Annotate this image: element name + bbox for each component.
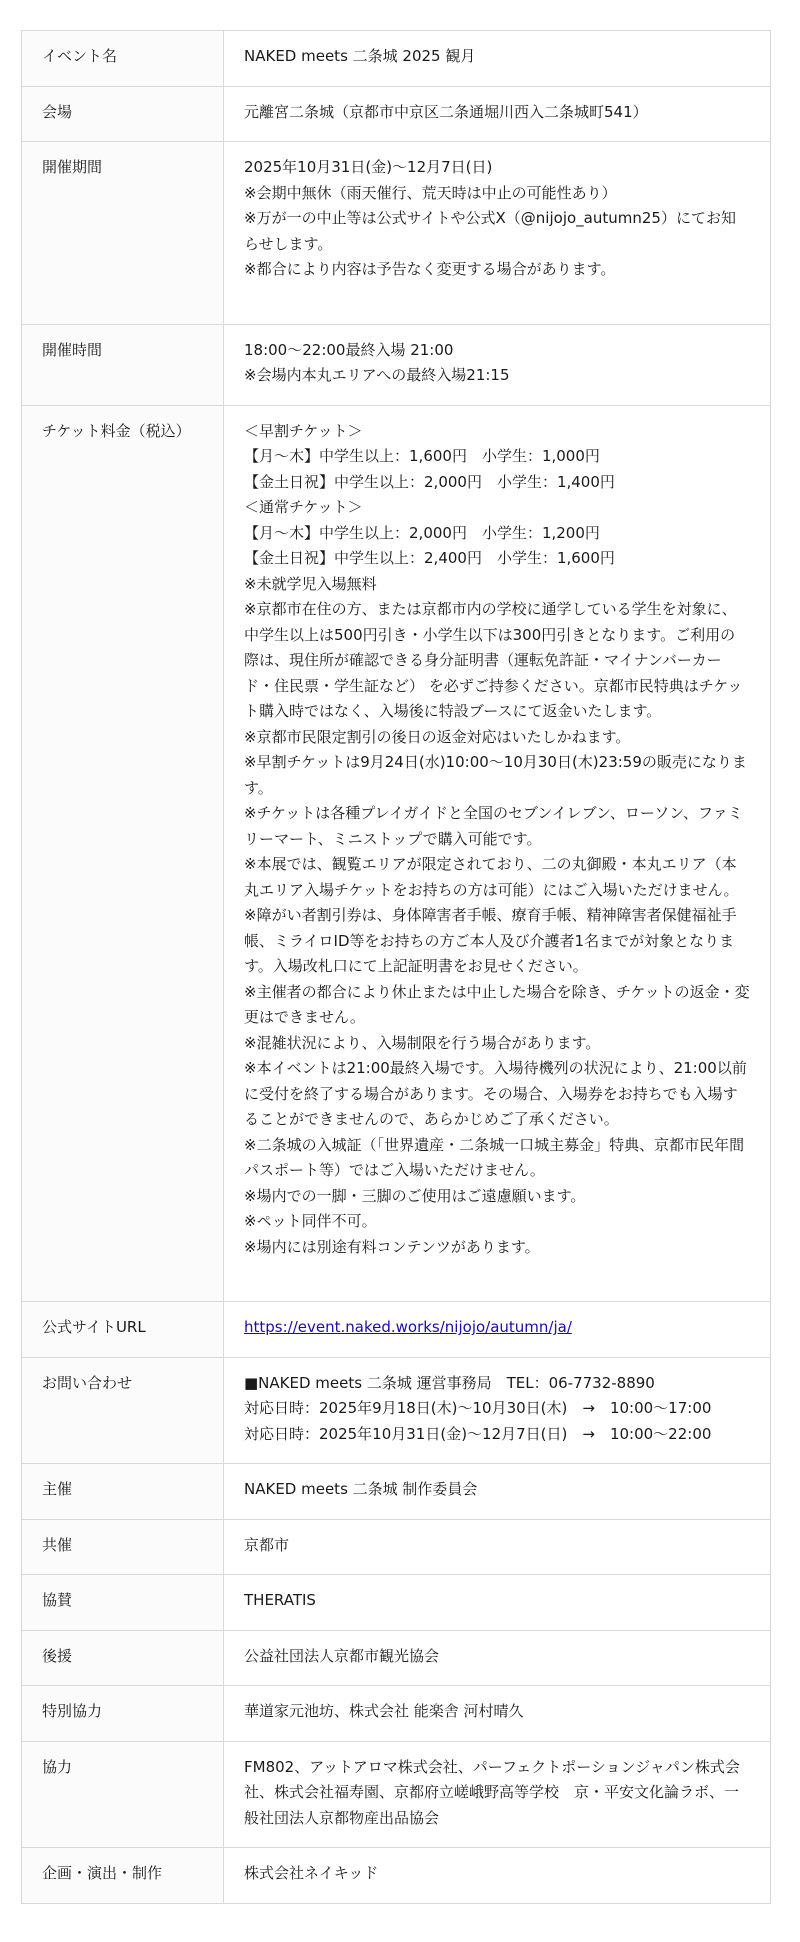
row-co-host [22,1519,771,1575]
cooperation-text: FM802、アットアロマ株式会社、パーフェクトポーションジャパン株式会社、株式会社福寿園、京都府立嵯峨野高等学校 京・平安文化論ラボ、一般社団法人京都物産出品協会 [244,1757,740,1827]
value-special-cooperation [224,1686,771,1742]
official-site-link[interactable]: https://event.naked.works/nijojo/autumn/ja/ [244,1318,572,1336]
contact-line: 対応日時：2025年9月18日(木)～10月30日(木) → 10:00～17:00 [244,1399,712,1417]
contact-line: ■NAKED meets 二条城 運営事務局 TEL：06-7732-8890 [244,1373,655,1392]
event-name-text: NAKED meets 二条城 2025 観月 [244,47,476,65]
label-contact: お問い合わせ [22,1357,224,1464]
row-production [22,1848,771,1904]
label-event-name: イベント名 [22,31,224,87]
ticket-line: ＜通常チケット＞ [244,498,363,516]
value-tickets [224,405,771,1302]
organizer-text: NAKED meets 二条城 制作委員会 [244,1480,478,1498]
value-co-host [224,1519,771,1575]
ticket-note: ※混雑状況により、入場制限を行う場合があります。 [244,1033,601,1052]
sponsor-text: THERATIS [244,1591,316,1609]
ticket-note: ※障がい者割引券は、身体障害者手帳、療育手帳、精神障害者保健福祉手帳、ミライロID等をお持ちの方ご本人及び介護者1名までが対象となります。入場改札口にて上記証明書をお見せください。 [244,906,737,975]
label-cooperation: 協力 [22,1741,224,1848]
label-tickets: チケット料金（税込） [22,405,224,1302]
hours-line: 18:00～22:00最終入場 21:00 [244,340,454,359]
row-period [22,142,771,325]
contact-line: 対応日時：2025年10月31日(金)～12月7日(日) → 10:00～22:00 [244,1424,712,1443]
value-venue [224,86,771,142]
period-line: ※万が一の中止等は公式サイトや公式X（@nijojo_autumn25）にてお知らせします。 [244,209,736,253]
label-hours: 開催時間 [22,324,224,405]
row-url [22,1302,771,1358]
row-event-name [22,31,771,87]
ticket-note: ※本展では、観覧エリアが限定されており、二の丸御殿・本丸エリア（本丸エリア入場チケットをお持ちの方は可能）にはご入場いただけません。 [244,855,739,899]
value-sponsor [224,1575,771,1631]
value-organizer [224,1464,771,1520]
value-url [224,1302,771,1358]
ticket-note: ※未就学児入場無料 [244,574,377,593]
ticket-note: ※京都市民限定割引の後日の返金対応はいたしかねます。 [244,727,631,746]
ticket-line: 【月～木】中学生以上：1,600円 小学生：1,000円 [244,447,600,465]
ticket-note: ※チケットは各種プレイガイドと全国のセブンイレブン、ローソン、ファミリーマート、ミニストップで購入可能です。 [244,804,743,848]
label-period: 開催期間 [22,142,224,325]
ticket-note: ※本イベントは21:00最終入場です。入場待機列の状況により、21:00以前に受付を終了する場合があります。その場合、入場券をお持ちでも入場することができませんので、あらかじめご了承ください。 [244,1059,747,1128]
production-text: 株式会社ネイキッド [244,1864,379,1882]
row-cooperation [22,1741,771,1848]
ticket-line: 【金土日祝】中学生以上：2,400円 小学生：1,600円 [244,549,615,567]
row-hours [22,324,771,405]
value-support [224,1630,771,1686]
special-cooperation-text: 華道家元池坊、株式会社 能楽舎 河村晴久 [244,1702,524,1720]
label-production: 企画・演出・制作 [22,1848,224,1904]
label-support: 後援 [22,1630,224,1686]
row-tickets [22,405,771,1302]
row-venue [22,86,771,142]
ticket-line: 【金土日祝】中学生以上：2,000円 小学生：1,400円 [244,472,615,491]
ticket-note: ※早割チケットは9月24日(水)10:00～10月30日(木)23:59の販売になります。 [244,753,747,797]
value-hours [224,324,771,405]
value-cooperation [224,1741,771,1848]
value-period [224,142,771,325]
row-support [22,1630,771,1686]
co-host-text: 京都市 [244,1535,290,1554]
ticket-line: ＜早割チケット＞ [244,421,363,440]
row-sponsor [22,1575,771,1631]
row-organizer [22,1464,771,1520]
period-line: ※会期中無休（雨天催行、荒天時は中止の可能性あり） [244,183,617,202]
ticket-note: ※ペット同伴不可。 [244,1212,377,1230]
ticket-note: ※主催者の都合により休止または中止した場合を除き、チケットの返金・変更はできません。 [244,982,750,1026]
venue-text: 元離宮二条城（京都市中京区二条通堀川西入二条城町541） [244,102,648,121]
event-info-table [21,30,771,1904]
row-contact [22,1357,771,1464]
hours-line: ※会場内本丸エリアへの最終入場21:15 [244,366,510,384]
value-contact [224,1357,771,1464]
label-sponsor: 協賛 [22,1575,224,1631]
ticket-note: ※京都市在住の方、または京都市内の学校に通学している学生を対象に、中学生以上は500円引き・小学生以下は300円引きとなります。ご利用の際は、現住所が確認できる身分証明書（運転免許証・マイナンバーカード・住民票・学生証など） を必ずご持参ください。京都市民特典はチケット購入時ではなく、入場後に特設ブースにて返金いたします。 [244,600,743,720]
ticket-note: ※場内には別途有料コンテンツがあります。 [244,1237,540,1256]
ticket-note: ※場内での一脚・三脚のご使用はご遠慮願います。 [244,1186,586,1205]
period-line: 2025年10月31日(金)～12月7日(日) [244,158,493,176]
label-venue: 会場 [22,86,224,142]
ticket-note: ※二条城の入城証（「世界遺産・二条城一口城主募金」特典、京都市民年間パスポート等）ではご入場いただけません。 [244,1135,745,1179]
label-url: 公式サイトURL [22,1302,224,1358]
row-special-cooperation [22,1686,771,1742]
support-text: 公益社団法人京都市観光協会 [244,1646,440,1665]
label-organizer: 主催 [22,1464,224,1520]
period-line: ※都合により内容は予告なく変更する場合があります。 [244,260,616,278]
label-co-host: 共催 [22,1519,224,1575]
value-production [224,1848,771,1904]
ticket-line: 【月～木】中学生以上：2,000円 小学生：1,200円 [244,523,600,542]
value-event-name [224,31,771,87]
label-special-cooperation: 特別協力 [22,1686,224,1742]
